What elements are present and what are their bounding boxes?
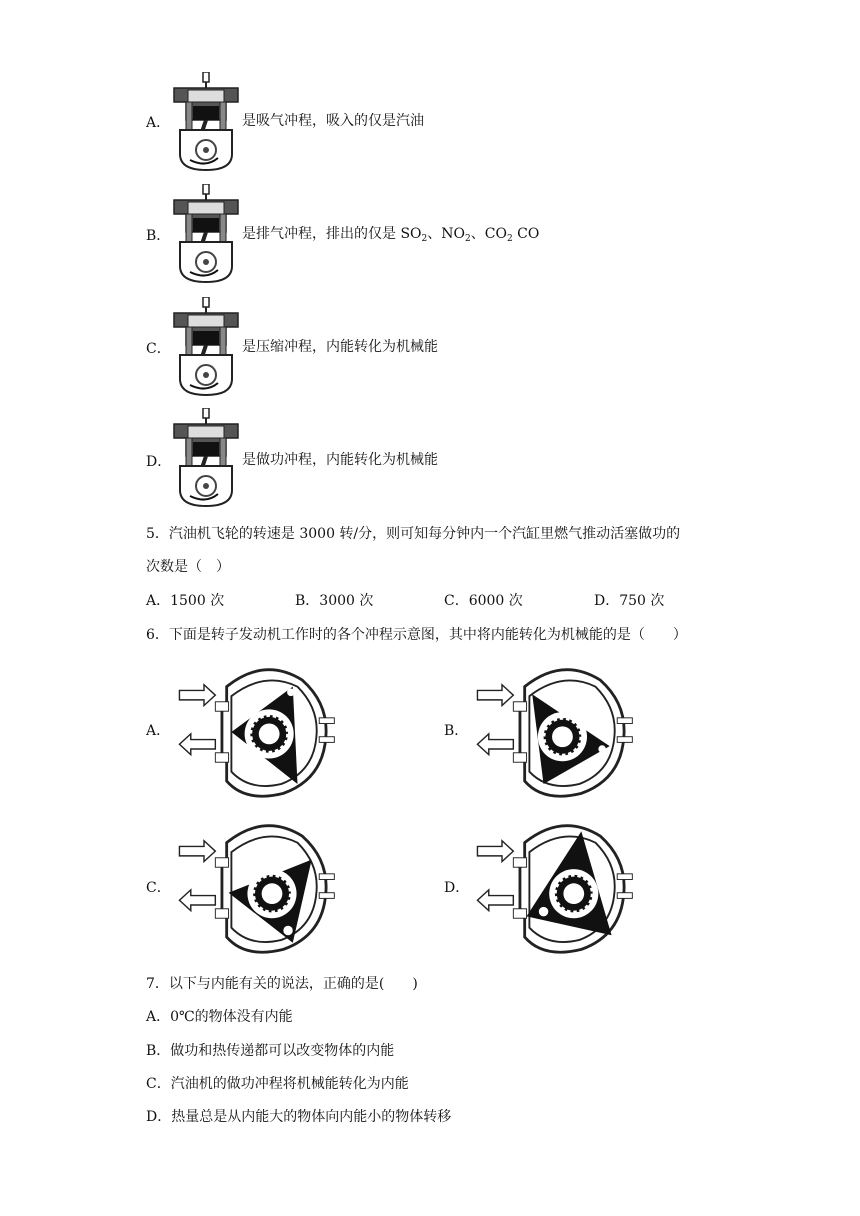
q6-option-d-label: D． (444, 880, 470, 896)
q7-option-c: C．汽油机的做功冲程将机械能转化为内能 (146, 1076, 409, 1092)
q5-option-b: B．3000 次 (295, 593, 374, 609)
intake-stroke-engine-icon (168, 72, 244, 172)
q4-option-b-text: 是排气冲程，排出的仅是 $SO_2$、$NO_2$、$CO_2$ CO (242, 226, 540, 244)
rotary-engine-d-icon (468, 818, 638, 958)
q5-option-a: A．1500 次 (146, 593, 225, 609)
q5-stem-line1: 5．汽油机飞轮的转速是 3000 转/分，则可知每分钟内一个汽缸里燃气推动活塞做功的 (146, 526, 681, 542)
q4-option-d-text: 是做功冲程，内能转化为机械能 (242, 452, 438, 468)
q4-option-d-label: D． (146, 454, 172, 470)
q4-option-c-label: C． (146, 341, 171, 357)
q6-option-c-label: C． (146, 880, 171, 896)
q4-option-c-text: 是压缩冲程，内能转化为机械能 (242, 339, 438, 355)
q7-stem: 7．以下与内能有关的说法，正确的是( ) (146, 976, 418, 992)
q6-option-a-label: A． (146, 723, 171, 739)
q7-option-b: B．做功和热传递都可以改变物体的内能 (146, 1043, 395, 1059)
q7-option-d: D．热量总是从内能大的物体向内能小的物体转移 (146, 1109, 452, 1125)
q6-stem: 6．下面是转子发动机工作时的各个冲程示意图，其中将内能转化为机械能的是（ ） (146, 627, 687, 643)
q6-option-b-label: B． (444, 723, 469, 739)
q7-option-a: A．0℃的物体没有内能 (146, 1009, 293, 1025)
rotary-engine-c-icon (170, 818, 340, 958)
q4-option-a-text: 是吸气冲程，吸入的仅是汽油 (242, 113, 424, 129)
power-stroke-engine-icon (168, 408, 244, 508)
rotary-engine-a-icon (170, 662, 340, 802)
q4-option-a-label: A． (146, 115, 171, 131)
rotary-engine-b-icon (468, 662, 638, 802)
exhaust-stroke-engine-icon (168, 184, 244, 284)
q5-option-d: D．750 次 (594, 593, 665, 609)
q4-option-b-label: B． (146, 228, 171, 244)
compression-stroke-engine-icon (168, 297, 244, 397)
q5-stem-line2: 次数是（ ） (146, 559, 230, 575)
q5-option-c: C．6000 次 (444, 593, 523, 609)
